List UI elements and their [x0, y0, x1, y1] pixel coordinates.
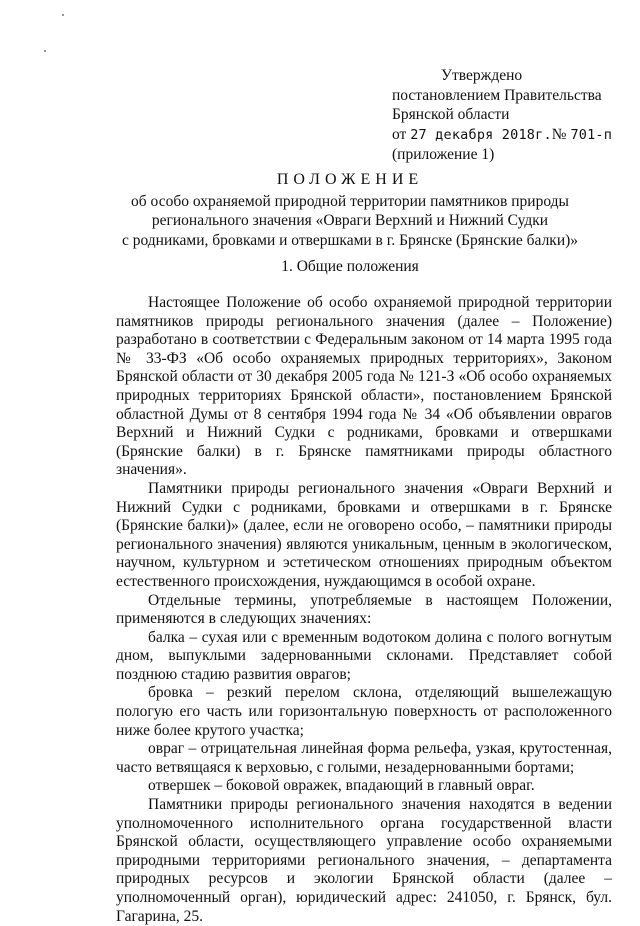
paragraph: Памятники природы регионального значения находятся в ведении уполномоченного исполнительного органа государственной власти Брянской области, осуществляющего управление особо охраняемыми природными территориями регионального значения, – департамента природных ресурсов и экологии Брянской области (далее – уполномоченный орган), юридический адрес: 241050, г. Брянск, бул. Гагарина, 25.: [116, 796, 612, 925]
paragraph: отвершек – боковой овражек, впадающий в главный овраг.: [148, 777, 535, 795]
document-title: ПОЛОЖЕНИЕ: [276, 171, 424, 188]
paragraph: Памятники природы регионального значения «Овраги Верхний и Нижний Судки с родниками, бровками и отвершками в г. Брянске (Брянские балки)» (далее, если не оговорено особо, – памятники природы регионального значения) являются уникальным, ценным в экологическом, научном, культурном и эстетическом отношениях природным объектом естественного происхождения, нуждающимся в особой охране.: [116, 479, 612, 590]
paragraph: балка – сухая или с временным водотоком долина с полого вогнутым дном, выпуклыми задернованными склонами. Представляет собой позднюю стадию развития оврагов;: [116, 628, 612, 683]
paragraph: овраг – отрицательная линейная форма рельефа, узкая, крутостенная, часто ветвящаяся к верховью, с голыми, незадернованными бортами;: [116, 740, 612, 776]
approval-line-date: [392, 125, 632, 146]
paragraph: бровка – резкий перелом склона, отделяющий вышележащую пологую его часть или горизонтальную поверхность от расположенного ниже более крутого участка;: [116, 684, 612, 739]
document-title-block: [60, 170, 640, 250]
handwritten-number: 701-п: [570, 126, 613, 143]
approval-line-approved: Утверждено: [441, 67, 523, 84]
section-body: [116, 294, 612, 926]
date-prefix: от: [392, 125, 407, 143]
approval-line-region: Брянской области: [392, 106, 510, 123]
handwritten-date: 27 декабря 2018г.: [410, 126, 552, 143]
paragraph: Отдельные термины, употребляемые в настоящем Положении, применяются в следующих значениях:: [116, 591, 612, 628]
document-subtitle-line-3: с родниками, бровками и отвершками в г. Брянске (Брянские балки)»: [121, 231, 579, 249]
scan-speck: [44, 50, 46, 52]
paragraph: Настоящее Положение об особо охраняемой природной территории памятников природы регионального значения (далее – Положение) разработано в соответствии с Федеральным законом от 14 марта 1995 года № 33-ФЗ «Об особо охраняемых природных территориях», Законом Брянской области от 30 декабря 2005 года № 121-З «Об особо охраняемых природных территориях Брянской области», постановлением Брянской областной Думы от 8 сентября 1994 года № 34 «Об объявлении оврагов Верхний и Нижний Судки с родниками, бровками и отвершками (Брянские балки) в г. Брянске памятниками природы областного значения».: [116, 294, 612, 479]
approval-block: [392, 66, 632, 165]
approval-line-decree: постановлением Правительства: [392, 86, 602, 104]
scan-speck: [62, 14, 64, 16]
document-subtitle-line-2: регионального значения «Овраги Верхний и Нижний Судки: [151, 212, 549, 229]
number-prefix: №: [551, 125, 567, 143]
section-heading: 1. Общие положения: [281, 258, 419, 275]
document-subtitle-line-1: об особо охраняемой природной территории памятников природы: [131, 192, 569, 210]
approval-line-attachment: (приложение 1): [392, 146, 495, 163]
